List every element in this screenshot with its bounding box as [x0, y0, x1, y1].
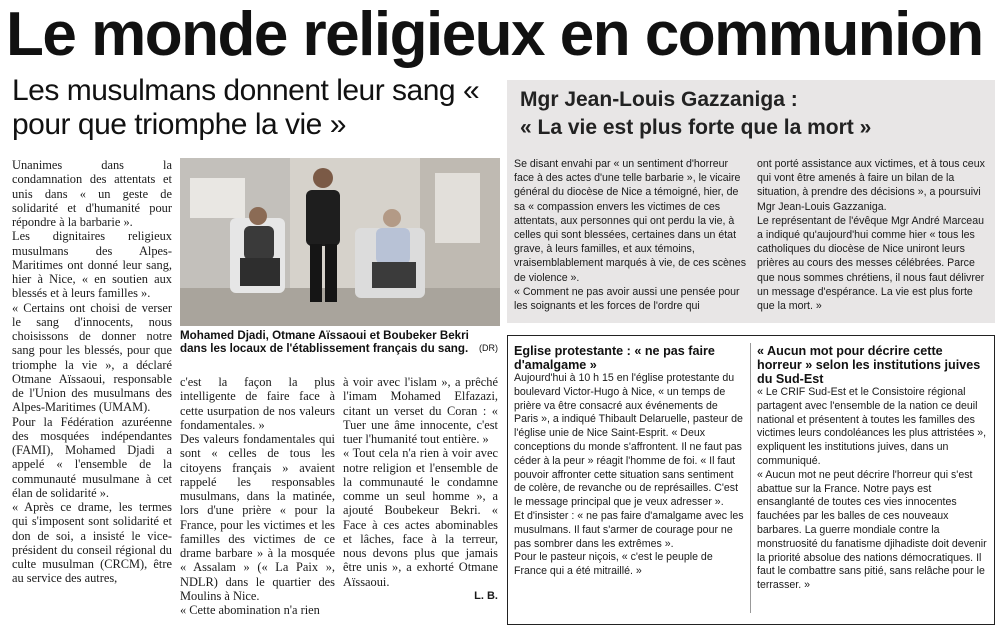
jewish-article-title: « Aucun mot pour décrire cette horreur » selon les institutions juives du Sud-Est: [757, 344, 981, 386]
box-paragraph: Se disant envahi par « un sentiment d'horreur face à des actes d'une telle barbarie », le vicaire général du diocèse de Nice a témoigné, hier, de sa « compassion envers les victimes de ces attentats, aux personnes qui ont perdu la vie, à celles qui sont blessées, certaines dans un état grave, à leurs familles, et aux témoins, vraisemblablement marqués à vie, de ces scènes de violence ».: [514, 158, 746, 284]
box-title-line: « La vie est plus forte que la mort »: [520, 116, 872, 139]
article-signature: L. B.: [474, 589, 498, 602]
frame-paragraph: « Aucun mot ne peut décrire l'horreur qui s'est abattue sur la France. Notre pays est ensanglanté de toutes ces vies innocentes fauchées par les balles de ces nouveaux barbares. La guerre mondiale contre la monstruosité du fanatisme djihadiste doit devenir la priorité absolue des nations démocratiques. Il faut le combattre sans pitié, sans relâche pour le terrasser. »: [757, 468, 987, 592]
gazzaniga-box-column-2: [757, 157, 991, 313]
article-column-2: [180, 375, 335, 617]
column-divider: [750, 343, 751, 613]
article-column-3: [343, 375, 498, 603]
article-paragraph: Pour la Fédération azuréenne des mosquées indépendantes (FAMI), Mohamed Djadi a appelé « l'ensemble de la communauté musulmane à cet élan de solidarité ».: [12, 414, 172, 500]
gazzaniga-box-title: [520, 86, 990, 142]
article-paragraph: « Après ce drame, les termes qui s'imposent sont solidarité et don de soi, a insisté le vice-président du conseil régional du culte musulman (CRCM), être au service des autres,: [12, 500, 172, 586]
gazzaniga-box-column-1: [514, 157, 750, 313]
article-paragraph: Unanimes dans la condamnation des attentats et unis dans « un geste de solidarité et d'humanité pour répondre à la barbarie ».: [12, 158, 172, 229]
box-paragraph: ont porté assistance aux victimes, et à tous ceux qui vont être amenés à faire un bilan de la situation, à prendre des décisions », a poursuivi Mgr Jean-Louis Gazzaniga.: [757, 158, 985, 213]
box-paragraph: « Comment ne pas avoir aussi une pensée pour les soignants et les forces de l'ordre qui: [514, 285, 740, 313]
jewish-institutions-article: [757, 344, 989, 593]
blood-donation-photo: [180, 158, 500, 326]
frame-paragraph: Pour le pasteur niçois, « c'est le peuple de France qui a été mitraillé. »: [514, 551, 713, 578]
article-photo: [180, 158, 500, 326]
article-paragraph: Les dignitaires religieux musulmans des Alpes-Maritimes ont donné leur sang, hier à Nice, « en soutien aux blessés et à leurs familles ».: [12, 229, 172, 301]
frame-paragraph: Aujourd'hui à 10 h 15 en l'église protestante du boulevard Victor-Hugo à Nice, « un temps de prière va être consacré aux événements de Paris », a indiqué Thibault Delaruelle, pasteur de l'église unie de Nice Saint-Esprit. « Deux conceptions du monde s'affrontent. Il ne faut pas céder à la peur » réagit l'homme de foi. « Il faut pouvoir affronter cette situation sans sentiment de colère, de revanche ou de représailles. C'est le message principal que je veux adresser ».: [514, 372, 743, 509]
photo-caption: [180, 329, 498, 356]
jewish-article-body: [757, 386, 989, 593]
protestant-article-title: Eglise protestante : « ne pas faire d'amalgame »: [514, 344, 715, 372]
photo-credit: (DR): [479, 343, 498, 354]
frame-paragraph: « Le CRIF Sud-Est et le Consistoire régional partagent avec l'ensemble de la nation ce deuil national et présentent à toutes les familles des victimes leurs condoléances les plus attristées », expliquent les institutions juives, dans un communiqué.: [757, 386, 987, 467]
box-paragraph: Le représentant de l'évêque Mgr André Marceau a indiqué qu'aujourd'hui comme hier « tous les catholiques du diocèse de Nice uniront leurs prières au cours des messes célébrées. Parce que nous sommes chrétiens, il nous faut délivrer un message d'espérance. La vie est plus forte que la mort. »: [757, 214, 985, 313]
box-title-line: Mgr Jean-Louis Gazzaniga :: [520, 88, 798, 111]
protestant-article: [514, 344, 744, 579]
article-paragraph: c'est la façon la plus intelligente de faire face à cette usurpation de nos valeurs fondamentales. »: [180, 375, 335, 432]
article-subheadline: Les musulmans donnent leur sang « pour que triomphe la vie »: [12, 74, 480, 141]
photo-caption-text: Mohamed Djadi, Otmane Aïssaoui et Boubeker Bekri dans les locaux de l'établissement français du sang.: [180, 329, 469, 356]
page-headline: Le monde religieux en communion: [6, 0, 983, 69]
article-paragraph: « Tout cela n'a rien à voir avec notre religion et l'ensemble de la communauté le condamne comme un seul homme », a ajouté Boubekeur Bekri. « Face à ces actes abominables et lâches, face à la terreur, nous devons plus que jamais être unis », a exhorté Otmane Aïssaoui.: [343, 446, 498, 589]
article-paragraph: « Cette abomination n'a rien: [180, 603, 320, 617]
article-paragraph: à voir avec l'islam », a prêché l'imam Mohamed Elfazazi, citant un verset du Coran : « Tuer une âme innocente, c'est tuer l'humanité tout entière. »: [343, 375, 498, 446]
article-column-1: [12, 158, 172, 586]
article-paragraph: Des valeurs fondamentales qui sont « celles de tous les citoyens français » avaient rappelé les responsables musulmans, dans la matinée, lors d'une prière « pour la France, pour les victimes et les familles des victimes de ce drame barbare » à la mosquée « Assalam » (« La Paix », NDLR) dans le quartier des Moulins à Nice.: [180, 432, 335, 603]
article-paragraph: « Certains ont choisi de verser le sang d'innocents, nous choisissons de donner notre sang pour les blessés, pour que triomphe la vie », a déclaré Otmane Aïssaoui, responsable de l'Union des musulmans des Alpes-Maritimes (UMAM).: [12, 300, 172, 415]
frame-paragraph: Et d'insister : « ne pas faire d'amalgame avec les musulmans. Il faut s'armer de courage pour ne pas sombrer dans les extrêmes ».: [514, 509, 744, 550]
protestant-article-body: [514, 372, 744, 579]
